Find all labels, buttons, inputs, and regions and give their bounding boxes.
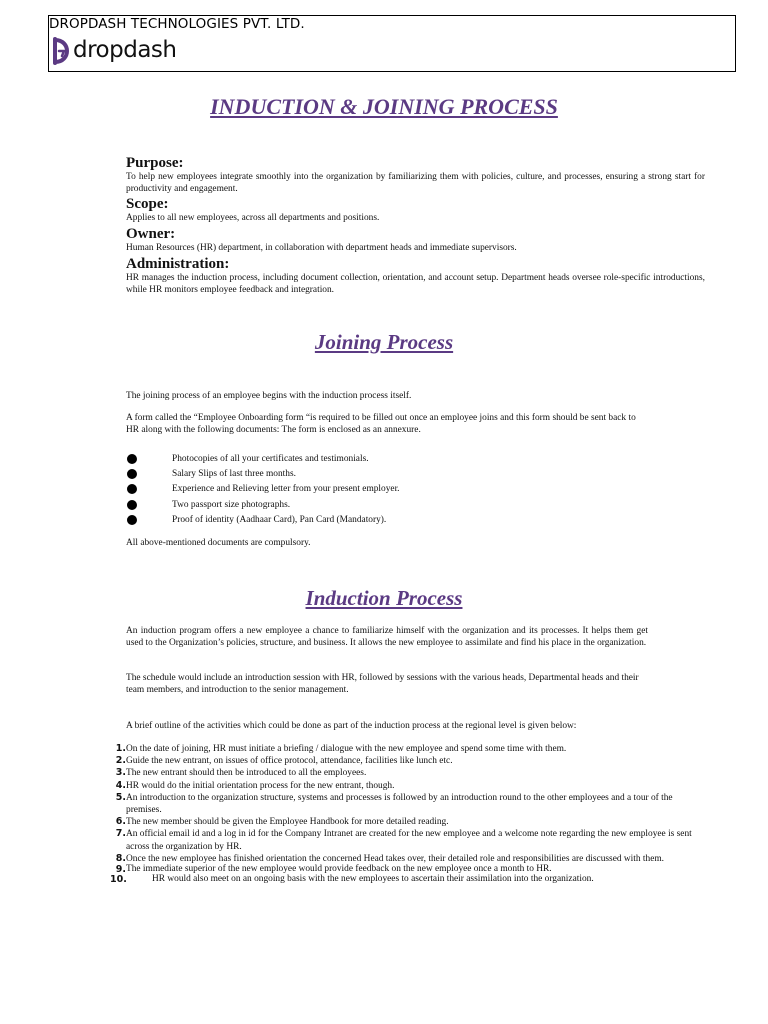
list-item: Experience and Relieving letter from your present employer.: [126, 482, 626, 497]
letterhead: [48, 15, 736, 72]
section-heading: Purpose:: [126, 155, 184, 171]
dropdash-logo-icon: [51, 36, 71, 66]
bullet-icon: [127, 500, 137, 510]
induction-steps-list: [110, 743, 710, 885]
list-item: 8. Once the new employee has finished orientation the concerned Head takes over, their detailed role and responsibilities are discussed with them.: [115, 852, 664, 864]
list-item: 7. An official email id and a log in id for the Company Intranet are created for the new employee and a welcome note regarding the new employee is sent across the organization by HR.: [115, 828, 692, 852]
joining-closing: All above-mentioned documents are compulsory.: [126, 538, 311, 548]
section-purpose: [126, 156, 705, 195]
section-body: HR manages the induction process, including document collection, orientation, and account setup. Department heads oversee role-specific introductions, while HR monitors employee feedback and integration.: [126, 273, 705, 295]
company-logo: [51, 34, 176, 68]
list-item: 6. The new member should be given the Employee Handbook for more detailed reading.: [115, 816, 449, 828]
bullet-icon: [127, 484, 137, 494]
list-item: Proof of identity (Aadhaar Card), Pan Card (Mandatory).: [126, 512, 626, 527]
section-heading: Administration:: [126, 256, 230, 272]
section-owner: [126, 227, 705, 254]
list-item: 2. Guide the new entrant, on issues of office protocol, attendance, facilities like lunch etc.: [115, 755, 453, 767]
joining-process-title: Joining Process: [314, 330, 454, 354]
section-heading: Owner:: [126, 226, 176, 242]
joining-intro: The joining process of an employee begins with the induction process itself.: [126, 391, 412, 401]
bullet-icon: [127, 515, 137, 525]
bullet-icon: [127, 469, 137, 479]
induction-outline-intro: A brief outline of the activities which could be done as part of the induction process at the regional level is given below:: [126, 721, 577, 731]
document-title: INDUCTION & JOINING PROCESS: [210, 94, 558, 119]
joining-form-note: A form called the “Employee Onboarding form “is required to be filled out once an employee joins and this form should be sent back to HR along with the following documents: The form is enclosed as an annexure.: [126, 413, 636, 436]
list-item: Salary Slips of last three months.: [126, 466, 626, 481]
section-heading: Scope:: [126, 196, 169, 212]
list-item: Two passport size photographs.: [126, 497, 626, 512]
list-item: Photocopies of all your certificates and testimonials.: [126, 451, 626, 466]
induction-paragraph-1: An induction program offers a new employee a chance to familiarize himself with the organization and its processes. It helps them get used to the Organization’s policies, structure, and business. It allows the new employee to assimilate and find his place in the organization.: [126, 626, 648, 649]
induction-process-title: Induction Process: [305, 586, 463, 610]
section-body: Human Resources (HR) department, in collaboration with department heads and immediate supervisors.: [126, 243, 517, 253]
required-documents-list: [126, 451, 626, 527]
list-item: 10. HR would also meet on an ongoing basis with the new employees to ascertain their assimilation into the organization.: [110, 874, 594, 886]
section-body: Applies to all new employees, across all departments and positions.: [126, 213, 380, 223]
company-name: DROPDASH TECHNOLOGIES PVT. LTD.: [49, 16, 305, 32]
bullet-icon: [127, 454, 137, 464]
list-item: 9. The immediate superior of the new employee would provide feedback on the new employee once a month to HR.: [115, 864, 552, 876]
list-item: 1. On the date of joining, HR must initiate a briefing / dialogue with the new employee and spend some time with them.: [115, 743, 567, 754]
induction-paragraph-2: The schedule would include an introduction session with HR, followed by sessions with the various heads, Departmental heads and their team members, and introduction to the senior management.: [126, 673, 639, 696]
list-item: 3. The new entrant should then be introduced to all the employees.: [115, 767, 367, 779]
list-item: 5. An introduction to the organization structure, systems and processes is followed by an introduction round to the other employees and a tour of the premises.: [115, 791, 673, 816]
logo-wordmark: dropdash: [73, 37, 177, 63]
list-item: 4. HR would do the initial orientation process for the new entrant, though.: [115, 779, 395, 791]
section-scope: [126, 197, 705, 224]
section-administration: [126, 257, 705, 296]
section-body: To help new employees integrate smoothly into the organization by familiarizing them with policies, culture, and processes, ensuring a strong start for productivity and engagement.: [126, 172, 705, 194]
